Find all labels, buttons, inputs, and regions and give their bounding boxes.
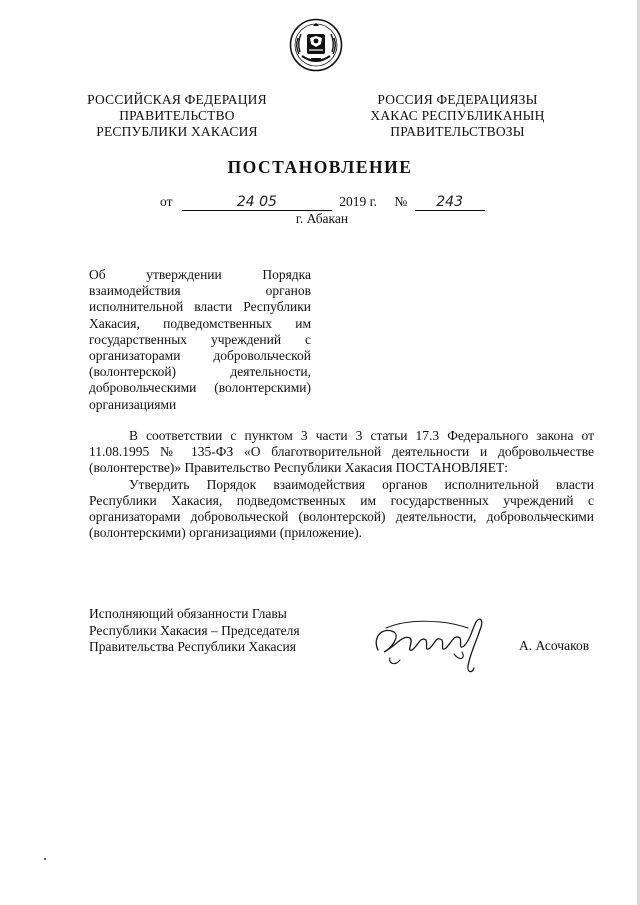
date-year: 2019 г. <box>339 194 377 209</box>
body-paragraph-1: В соответствии с пунктом 3 части 3 статьи 17.3 Федерального закона от 11.08.1995 № 135-ФЗ «О благотворительной деятельности и добровольчестве (волонтерстве)» Правительство Республики Хакасия ПОСТАНОВЛЯЕТ: <box>89 428 594 476</box>
header-right-line-3: ПРАВИТЕЛЬСТВОЗЫ <box>390 124 525 139</box>
date-number-line <box>160 194 485 211</box>
header-right-line-1: РОССИЯ ФЕДЕРАЦИЯЗЫ <box>377 92 538 107</box>
signer-position-line-2: Республики Хакасия – Председателя <box>89 622 300 638</box>
header-right-line-2: ХАКАС РЕСПУБЛИКАНЫҢ <box>370 108 545 123</box>
document-subject: Об утверждении Порядка взаимодействия органов исполнительной власти Республики Хакасия, подведомственных им государственных учреждений с организаторами добровольческой (волонтерской) деятельности, добровольческими (волонтерскими) организациями <box>89 267 311 412</box>
body-paragraph-2: Утвердить Порядок взаимодействия органов исполнительной власти Республики Хакасия, подведомственных им государственных учреждений с организаторами добровольческой (волонтерской) деятельности, добровольческими (волонтерскими) организациями (приложение). <box>89 476 594 541</box>
document-body <box>89 428 594 541</box>
city-label: г. Абакан <box>295 211 349 226</box>
header-left-block <box>72 92 282 140</box>
header-left-line-2: ПРАВИТЕЛЬСТВО <box>119 108 235 123</box>
header-right-block <box>345 92 570 140</box>
signer-position-line-1: Исполняющий обязанности Главы <box>89 606 287 621</box>
date-handwritten: 24 05 <box>182 194 332 211</box>
signer-position-line-3: Правительства Республики Хакасия <box>89 639 296 654</box>
header-left-line-3: РЕСПУБЛИКИ ХАКАСИЯ <box>96 124 258 139</box>
header-left-line-1: РОССИЙСКАЯ ФЕДЕРАЦИЯ <box>87 92 267 107</box>
number-sign: № <box>394 194 408 209</box>
number-handwritten: 243 <box>415 194 485 211</box>
scan-speck <box>44 858 46 860</box>
document-title: ПОСТАНОВЛЕНИЕ <box>227 157 413 177</box>
signer-position <box>89 606 300 656</box>
signer-name: А. Асочаков <box>519 638 590 653</box>
handwritten-signature <box>370 608 495 680</box>
coat-of-arms-icon <box>289 18 343 72</box>
date-prefix: от <box>160 194 173 209</box>
